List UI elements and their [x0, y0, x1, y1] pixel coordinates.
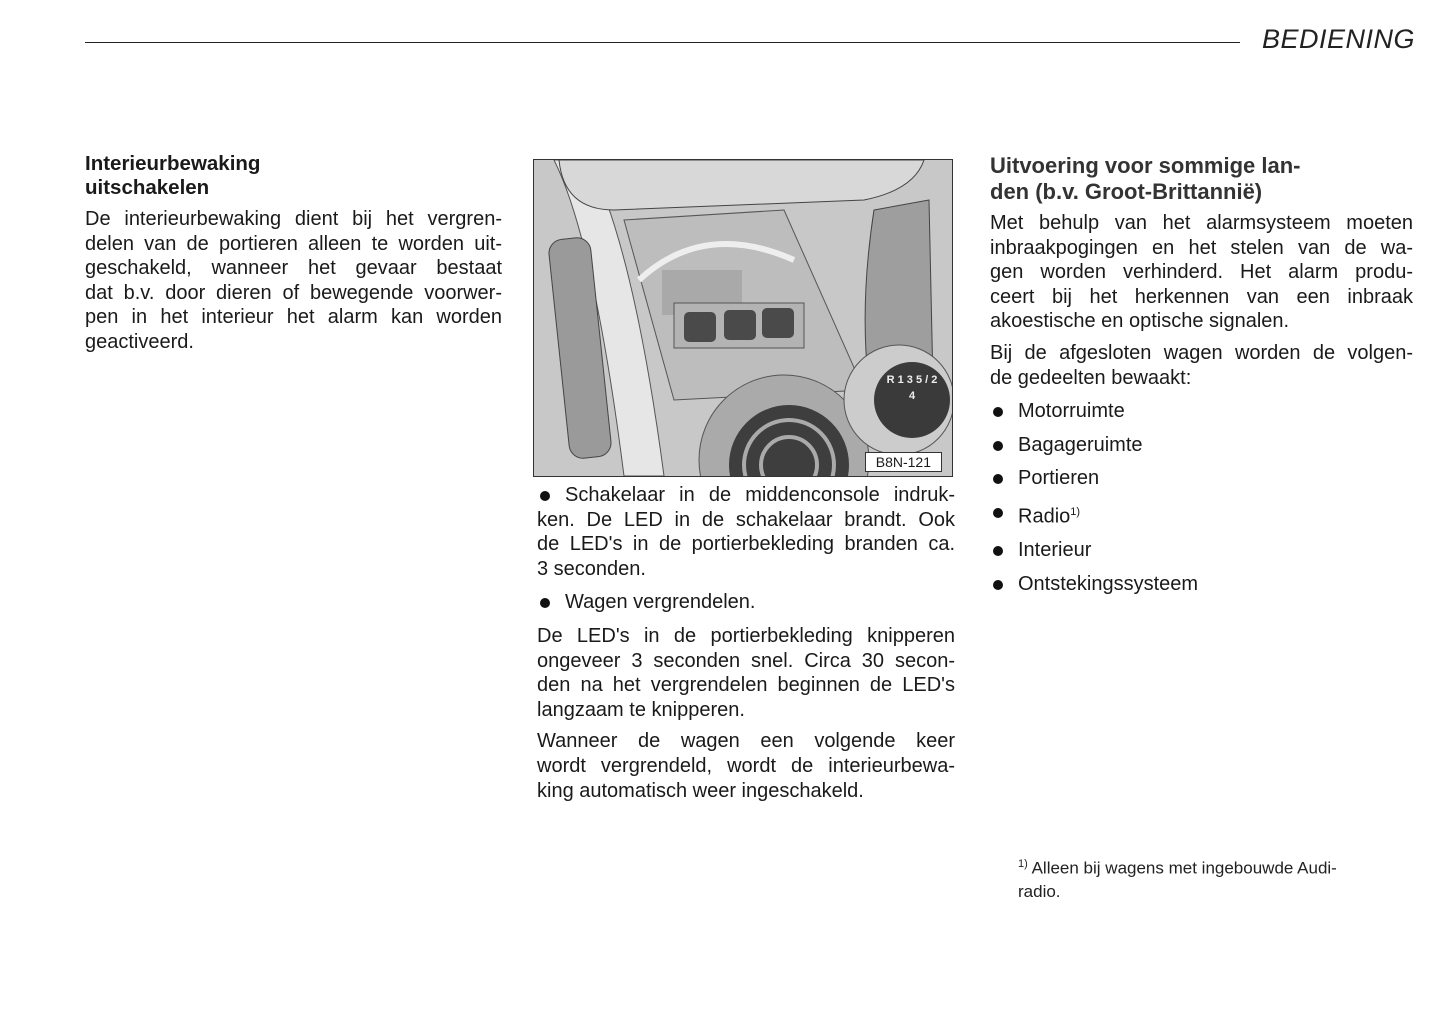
footnote-ref: 1) — [1070, 505, 1081, 518]
paragraph: De interieurbewaking dient bij het vergren- delen van de portieren alleen te worden uit- geschakeld, wanneer het gevaar bestaat dat b.v. door dieren of bewegende voorwer- pen in het interieur het alarm kan worden geactiveerd. — [85, 208, 502, 353]
list-item: Wagen vergrendelen. — [537, 590, 955, 615]
center-console-illustration — [533, 159, 953, 477]
list-item: Radio$^{1)}$ — [990, 500, 1413, 529]
switch-icon — [684, 312, 716, 342]
list-item: Motorruimte — [990, 399, 1413, 424]
switch-icon — [724, 310, 756, 340]
footnote: $^{1)}$ Alleen bij wagens met ingebouwde Audi- radio. — [1018, 858, 1337, 901]
console-drawing — [534, 160, 952, 476]
list-item: Ontstekingssysteem — [990, 572, 1413, 597]
list-item: Bagageruimte — [990, 433, 1413, 458]
list-item: Schakelaar in de middenconsole indruk- ken. De LED in de schakelaar brandt. Ook de LED's in de portierbekleding branden ca. 3 seconden. — [537, 484, 955, 580]
heading-uitvoering: Uitvoering voor sommige lan- den (b.v. Groot-Brittannië) — [990, 153, 1301, 204]
list-item: Portieren — [990, 466, 1413, 491]
gear-pattern-label: R 1 3 5 / 2 4 — [886, 374, 938, 402]
middle-column — [537, 483, 955, 810]
paragraph: De LED's in de portierbekleding knipperen ongeveer 3 seconden snel. Circa 30 secon- den na het vergrendelen beginnen de LED's langzaam te knipperen. — [537, 624, 955, 721]
paragraph: Met behulp van het alarmsysteem moeten inbraakpogingen en het stelen van de wa- gen worden verhinderd. Het alarm produ- ceert bij het herkennen van een inbraak akoestische en optische signalen. — [990, 212, 1413, 333]
paragraph: Wanneer de wagen een volgende keer wordt vergrendeld, wordt de interieurbewa- king automatisch weer ingeschakeld. — [537, 730, 955, 802]
heading-interieurbewaking: Interieurbewaking uitschakelen — [85, 152, 261, 199]
list-item: Interieur — [990, 538, 1413, 563]
figure-label: B8N-121 — [865, 452, 942, 472]
switch-icon — [762, 308, 794, 338]
section-title: BEDIENING — [1261, 24, 1415, 54]
paragraph: Bij de afgesloten wagen worden de volgen- de gedeelten bewaakt: — [990, 341, 1413, 389]
header-rule — [85, 42, 1240, 43]
left-column — [85, 152, 502, 362]
right-column — [990, 153, 1413, 605]
